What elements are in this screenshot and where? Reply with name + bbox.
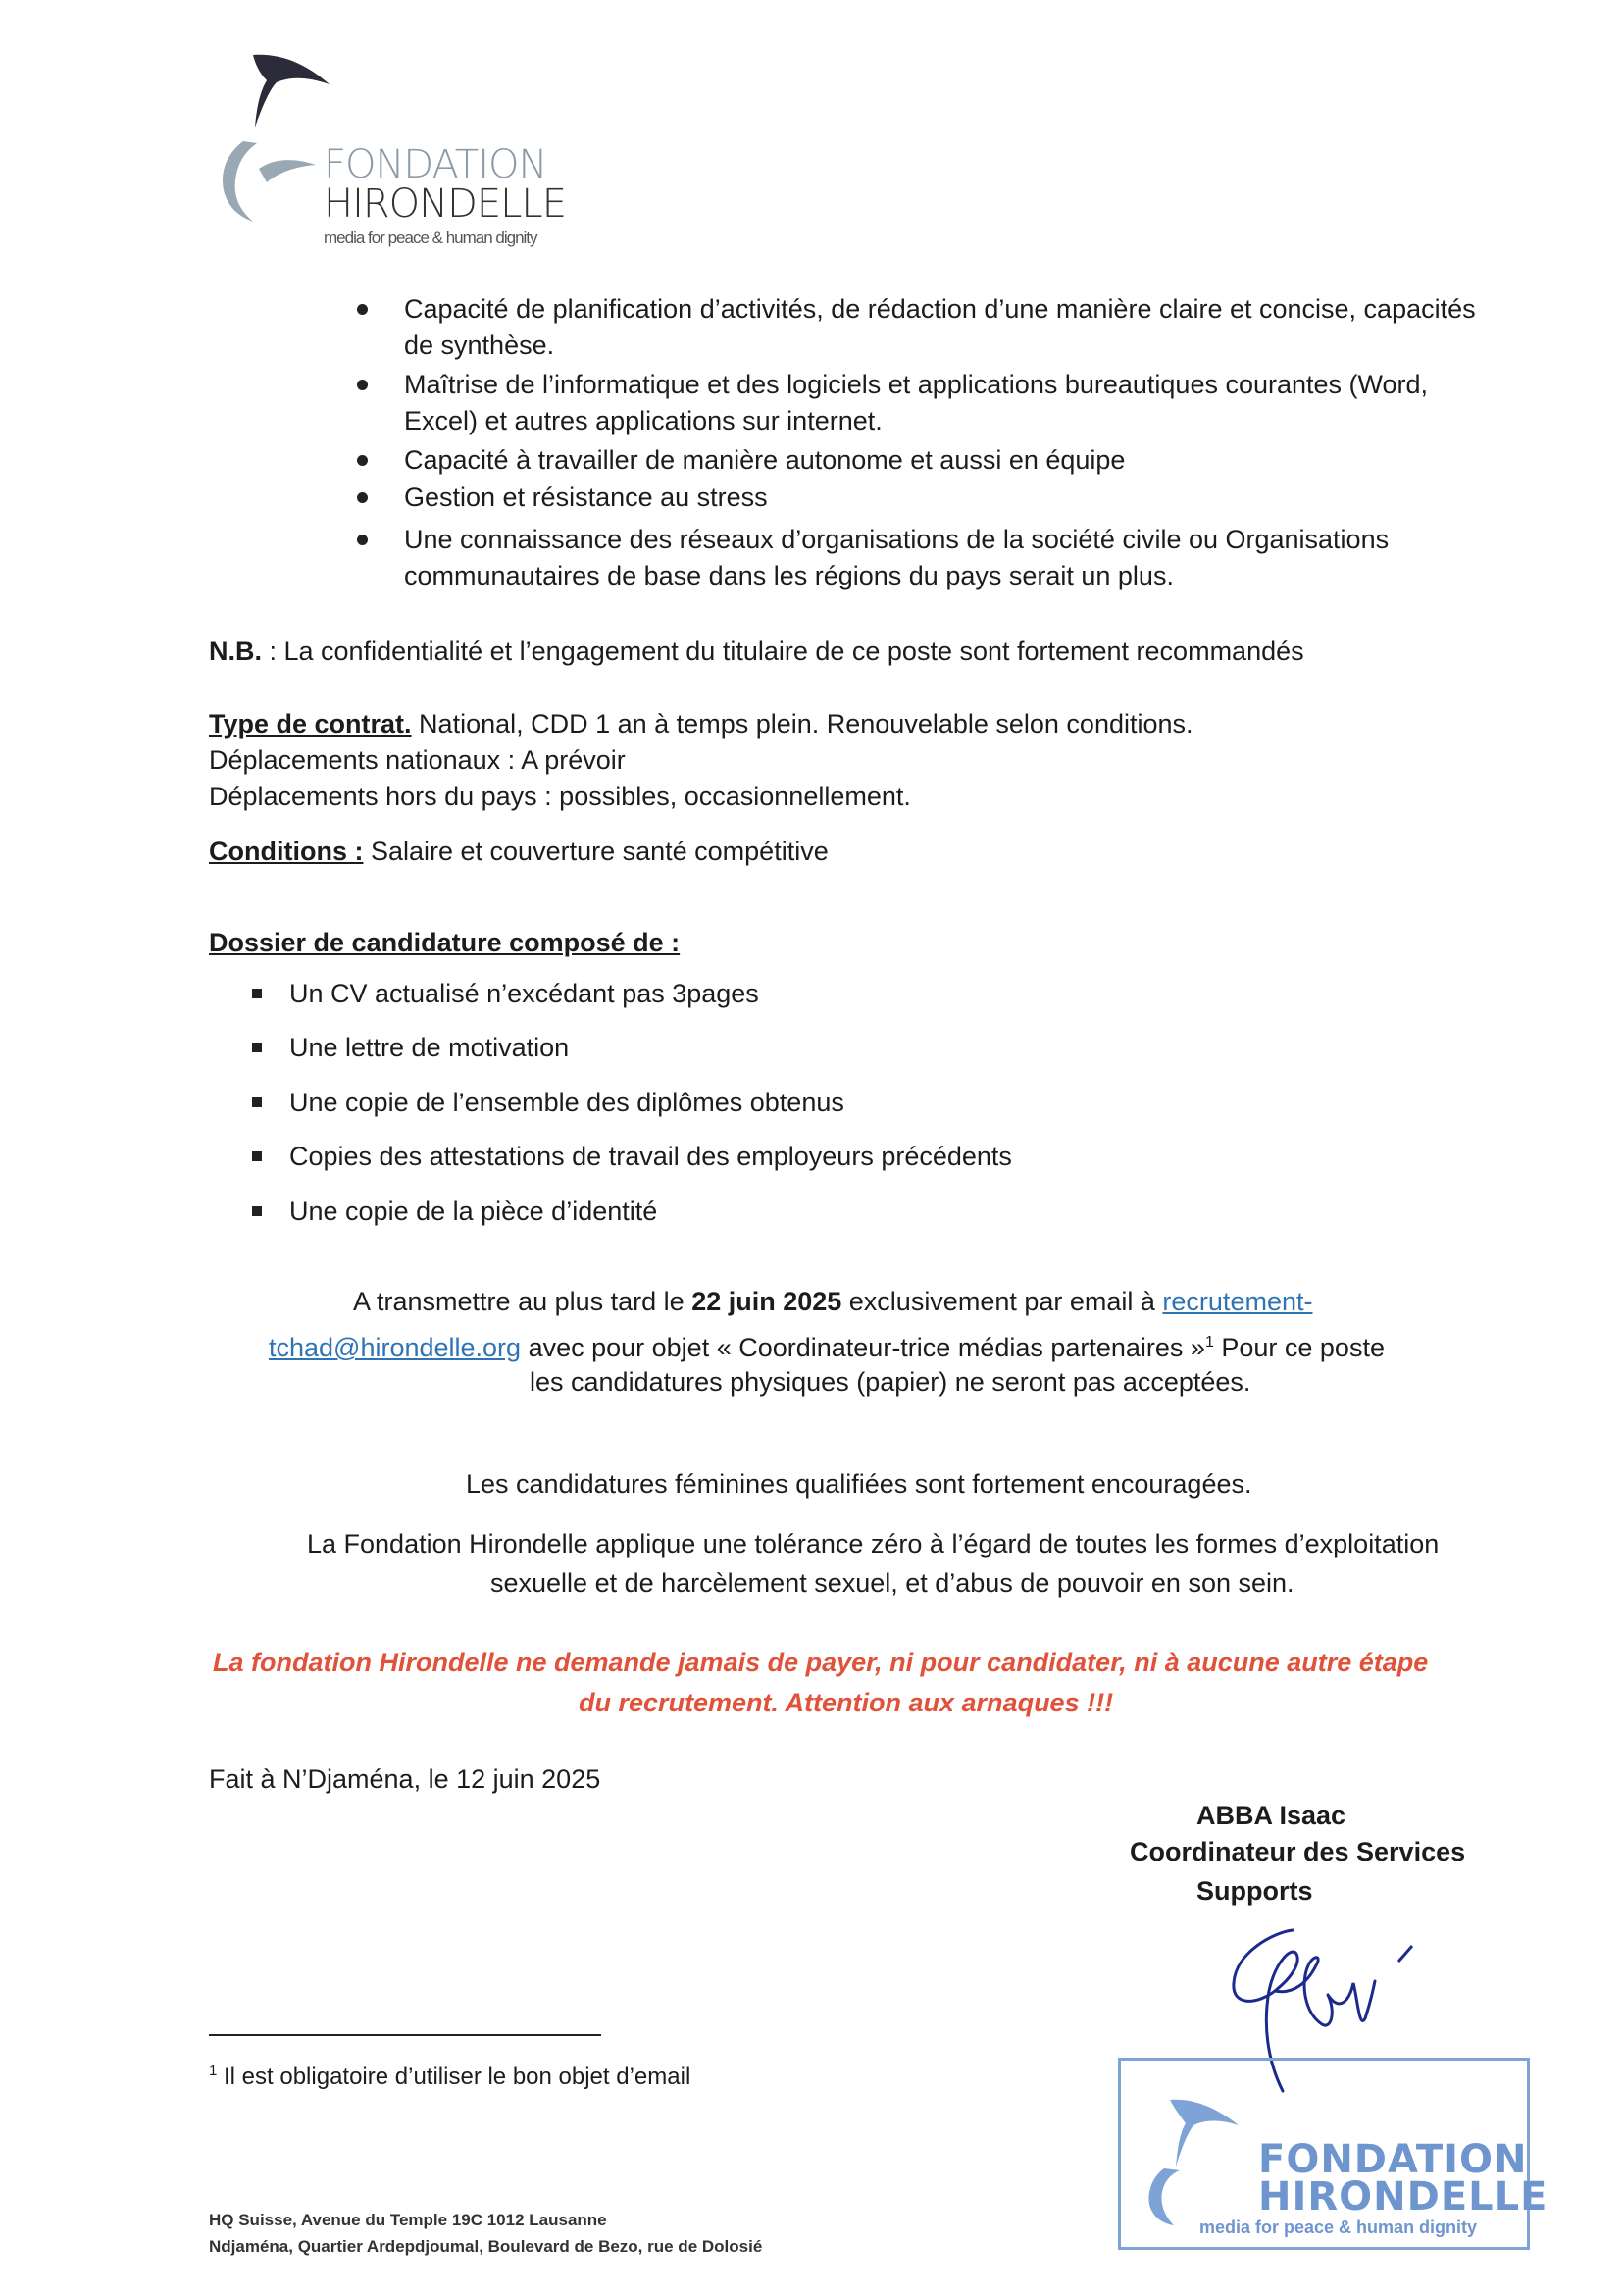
swallow-stamp-icon xyxy=(1141,2090,1258,2227)
stamp-tagline: media for peace & human dignity xyxy=(1199,2218,1478,2237)
list-item: Une lettre de motivation xyxy=(289,1033,570,1062)
list-item: Un CV actualisé n’excédant pas 3pages xyxy=(289,979,759,1008)
footer-address-hq: HQ Suisse, Avenue du Temple 19C 1012 Lausanne xyxy=(209,2211,607,2229)
footnote-divider xyxy=(209,2034,601,2036)
submission-text: avec pour objet « Coordinateur-trice médias partenaires » xyxy=(521,1333,1205,1362)
list-item: Copies des attestations de travail des employeurs précédents xyxy=(289,1142,1012,1171)
bullet-square xyxy=(252,989,262,998)
list-item: communautaires de base dans les régions du pays serait un plus. xyxy=(404,561,1174,590)
tolerance-line-2: sexuelle et de harcèlement sexuel, et d’abus de pouvoir en son sein. xyxy=(490,1568,1294,1598)
footnote-mark: 1 xyxy=(209,2063,218,2079)
international-travel: Déplacements hors du pays : possibles, occasionnellement. xyxy=(209,782,911,811)
bullet-square xyxy=(252,1206,262,1216)
list-item: Une connaissance des réseaux d’organisations de la société civile ou Organisations xyxy=(404,525,1390,554)
conditions-label: Conditions : xyxy=(209,837,364,866)
signatory-title-2: Supports xyxy=(1196,1876,1313,1906)
scam-warning-line-1: La fondation Hirondelle ne demande jamais de payer, ni pour candidater, ni à aucune autre étape xyxy=(213,1648,1429,1677)
submission-text: Pour ce poste xyxy=(1213,1333,1385,1362)
footnote-ref: 1 xyxy=(1204,1334,1214,1351)
bullet-dot xyxy=(357,455,368,466)
conditions-text: Salaire et couverture santé compétitive xyxy=(363,837,829,866)
email-link[interactable]: recrutement- xyxy=(1162,1287,1313,1316)
nb-paragraph xyxy=(209,634,1304,670)
list-item: Gestion et résistance au stress xyxy=(404,483,768,512)
submission-line-2 xyxy=(269,1324,1385,1366)
stamp-word-hirondelle: HIRONDELLE xyxy=(1258,2174,1548,2219)
nb-label: N.B. xyxy=(209,637,262,666)
deadline-date: 22 juin 2025 xyxy=(691,1287,842,1316)
organization-stamp xyxy=(1118,2058,1548,2250)
logo-tagline: media for peace & human dignity xyxy=(324,229,537,247)
list-item: de synthèse. xyxy=(404,331,555,360)
bullet-square xyxy=(252,1151,262,1161)
contract-label: Type de contrat. xyxy=(209,709,412,739)
email-link[interactable]: tchad@hirondelle.org xyxy=(269,1333,522,1362)
list-item: Excel) et autres applications sur internet. xyxy=(404,406,883,435)
logo-word-hirondelle: HIRONDELLE xyxy=(324,181,566,227)
signatory-title: Coordinateur des Services xyxy=(1130,1837,1466,1866)
submission-text: A transmettre au plus tard le xyxy=(353,1287,692,1316)
national-travel: Déplacements nationaux : A prévoir xyxy=(209,745,626,775)
contract-type xyxy=(209,706,1193,742)
nb-text: : La confidentialité et l’engagement du titulaire de ce poste sont fortement recommandés xyxy=(262,637,1304,666)
list-item: Maîtrise de l’informatique et des logiciels et applications bureautiques courantes (Word, xyxy=(404,370,1429,399)
signatory-name: ABBA Isaac xyxy=(1196,1801,1346,1830)
swallow-logo-icon xyxy=(214,43,331,239)
bullet-square xyxy=(252,1043,262,1052)
dossier-heading: Dossier de candidature composé de : xyxy=(209,928,681,957)
submission-text: exclusivement par email à xyxy=(841,1287,1163,1316)
footnote xyxy=(209,2053,690,2095)
contract-text: National, CDD 1 an à temps plein. Renouvelable selon conditions. xyxy=(411,709,1193,739)
stamp-word-fondation: FONDATION xyxy=(1258,2137,1528,2182)
footer-address-ndjamena: Ndjaména, Quartier Ardepdjoumal, Boulevard de Bezo, rue de Dolosié xyxy=(209,2237,763,2256)
list-item: Capacité à travailler de manière autonome et aussi en équipe xyxy=(404,445,1126,475)
footnote-text: Il est obligatoire d’utiliser le bon objet d’email xyxy=(217,2064,691,2090)
list-item: Une copie de la pièce d’identité xyxy=(289,1197,658,1226)
submission-line-3: les candidatures physiques (papier) ne seront pas acceptées. xyxy=(530,1367,1251,1397)
list-item: Une copie de l’ensemble des diplômes obtenus xyxy=(289,1088,844,1117)
tolerance-line-1: La Fondation Hirondelle applique une tolérance zéro à l’égard de toutes les formes d’exploitation xyxy=(307,1529,1440,1558)
bullet-square xyxy=(252,1097,262,1107)
submission-line-1 xyxy=(353,1284,1312,1320)
bullet-dot xyxy=(357,492,368,503)
conditions-paragraph xyxy=(209,834,829,870)
women-encouraged: Les candidatures féminines qualifiées sont fortement encouragées. xyxy=(466,1469,1252,1499)
fondation-hirondelle-logo xyxy=(214,43,626,249)
scam-warning-line-2: du recrutement. Attention aux arnaques !!! xyxy=(579,1688,1114,1717)
bullet-dot xyxy=(357,535,368,545)
list-item: Capacité de planification d’activités, de rédaction d’une manière claire et concise, capacités xyxy=(404,294,1476,324)
logo-word-fondation: FONDATION xyxy=(324,142,547,187)
place-date: Fait à N’Djaména, le 12 juin 2025 xyxy=(209,1764,601,1794)
bullet-dot xyxy=(357,304,368,315)
bullet-dot xyxy=(357,380,368,390)
